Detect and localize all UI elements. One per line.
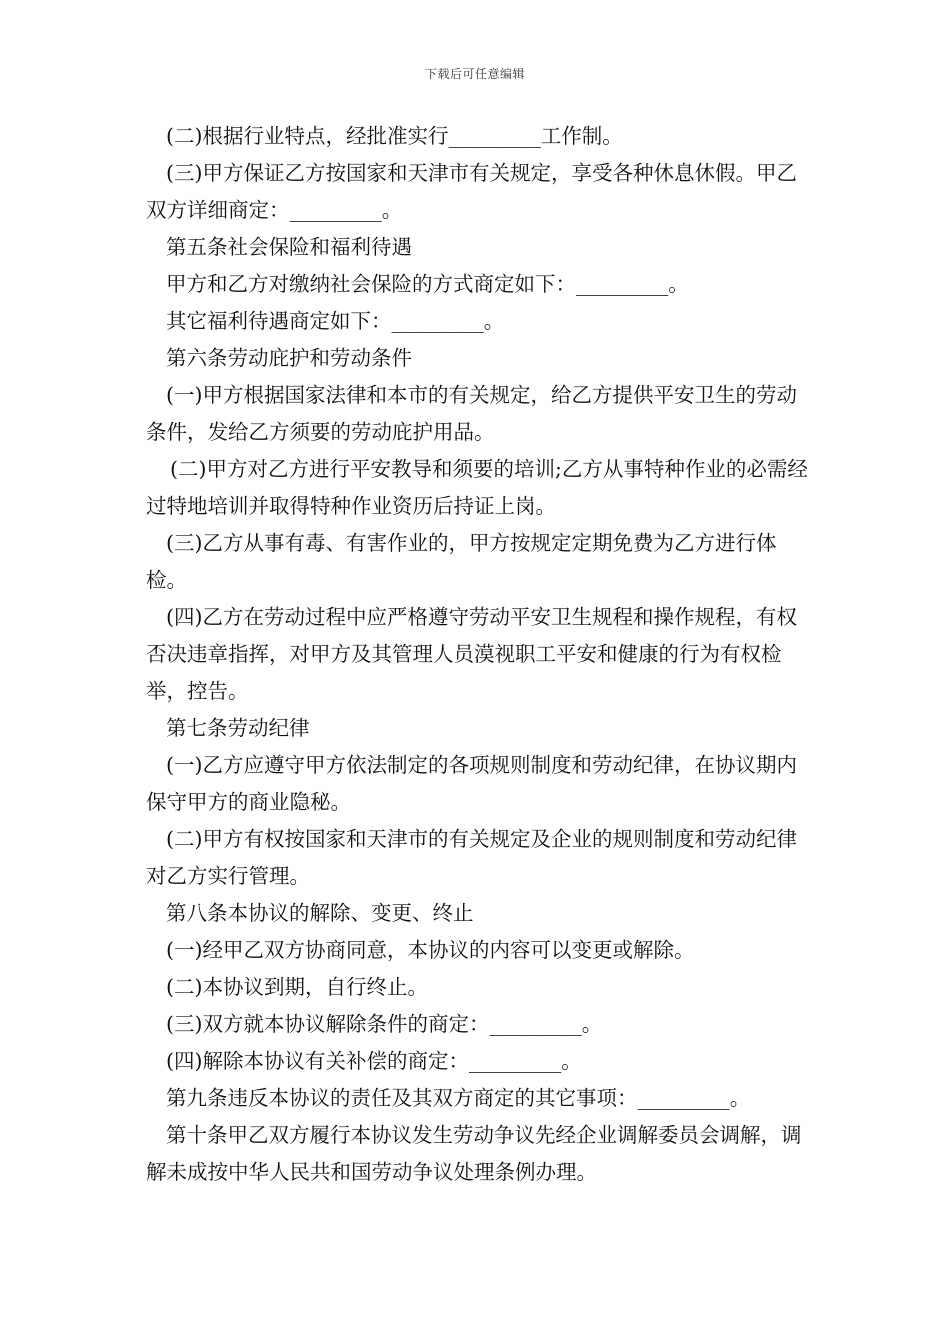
section-heading-article-7: 第七条劳动纪律 bbox=[166, 716, 310, 740]
section-heading-article-5: 第五条社会保险和福利待遇 bbox=[166, 235, 412, 259]
paragraph-labor-conditions: (一)甲方根据国家法律和本市的有关规定，给乙方提供平安卫生的劳动条件，发给乙方须要的劳动庇护用品。 bbox=[146, 383, 797, 444]
paragraph-discipline-employee: (一)乙方应遵守甲方依法制定的各项规则制度和劳动纪律，在协议期内保守甲方的商业隐秘。 bbox=[146, 753, 797, 814]
paragraph-rest-leave: (三)甲方保证乙方按国家和天津市有关规定，享受各种休息休假。甲乙双方详细商定：_________。 bbox=[146, 161, 797, 222]
paragraph-other-benefits: 其它福利待遇商定如下：_________。 bbox=[166, 309, 505, 333]
section-heading-article-9: 第九条违反本协议的责任及其双方商定的其它事项：_________。 bbox=[166, 1086, 751, 1110]
paragraph-safety-training: (二)甲方对乙方进行平安教导和须要的培训;乙方从事特种作业的必需经过特地培训并取得特种作业资历后持证上岗。 bbox=[146, 457, 808, 518]
paragraph-termination-conditions: (三)双方就本协议解除条件的商定：_________。 bbox=[166, 1012, 603, 1036]
document-body bbox=[146, 118, 810, 1191]
paragraph-safety-rules: (四)乙方在劳动过程中应严格遵守劳动平安卫生规程和操作规程，有权否决违章指挥，对甲方及其管理人员漠视职工平安和健康的行为有权检举，控告。 bbox=[146, 605, 797, 703]
page-header: 下载后可任意编辑 bbox=[424, 67, 525, 81]
paragraph-health-check: (三)乙方从事有毒、有害作业的，甲方按规定定期免费为乙方进行体检。 bbox=[146, 531, 777, 592]
paragraph-article-10-dispute: 第十条甲乙双方履行本协议发生劳动争议先经企业调解委员会调解，调解未成按中华人民共和国劳动争议处理条例办理。 bbox=[146, 1123, 802, 1184]
paragraph-work-system: (二)根据行业特点，经批准实行_________工作制。 bbox=[166, 124, 623, 148]
paragraph-social-insurance: 甲方和乙方对缴纳社会保险的方式商定如下：_________。 bbox=[166, 272, 689, 296]
paragraph-compensation: (四)解除本协议有关补偿的商定：_________。 bbox=[166, 1049, 582, 1073]
paragraph-expiry: (二)本协议到期，自行终止。 bbox=[166, 975, 428, 999]
paragraph-discipline-employer: (二)甲方有权按国家和天津市的有关规定及企业的规则制度和劳动纪律对乙方实行管理。 bbox=[146, 827, 797, 888]
section-heading-article-8: 第八条本协议的解除、变更、终止 bbox=[166, 901, 474, 925]
paragraph-change-termination: (一)经甲乙双方协商同意，本协议的内容可以变更或解除。 bbox=[166, 938, 695, 962]
section-heading-article-6: 第六条劳动庇护和劳动条件 bbox=[166, 346, 412, 370]
